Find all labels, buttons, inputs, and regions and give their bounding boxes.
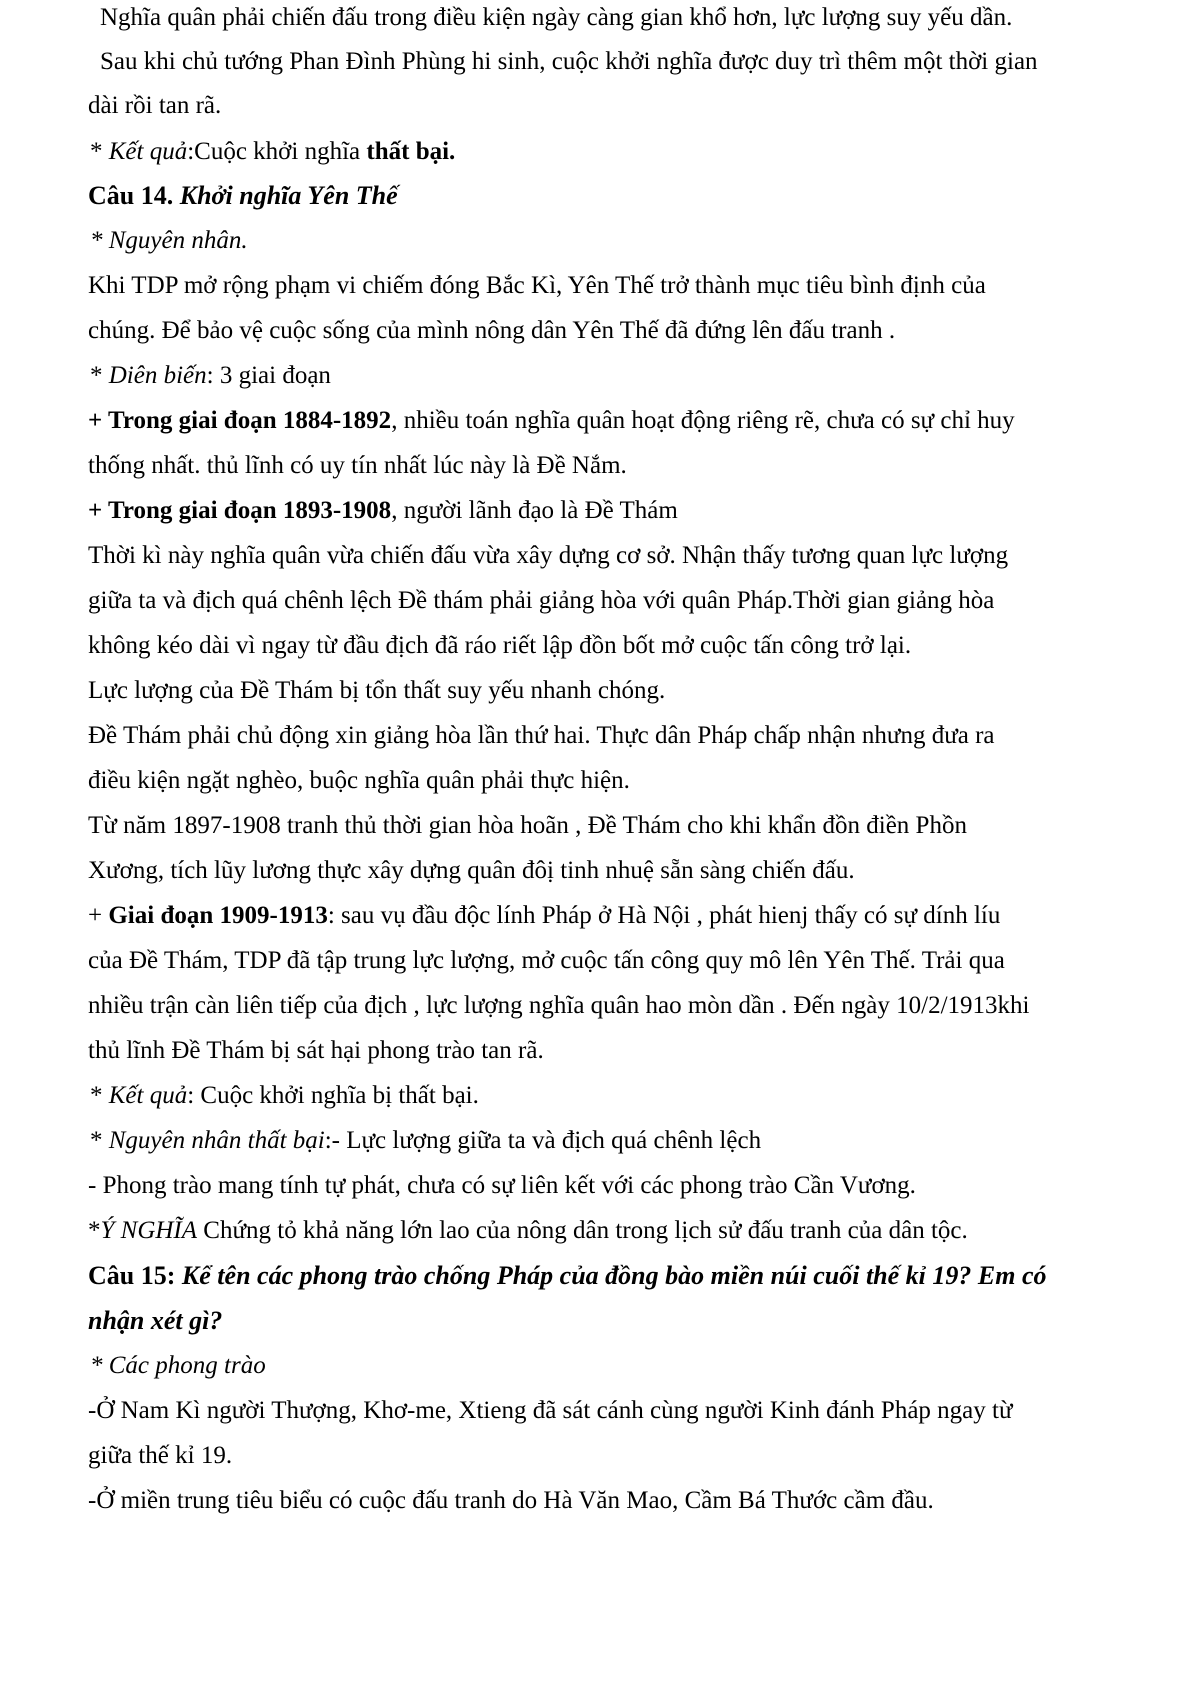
paragraph-line: Lực lượng của Đề Thám bị tổn thất suy yếu nhanh chóng. [88,677,666,704]
result-line: * Kết quả:Cuộc khởi nghĩa thất bại. [90,138,456,165]
movements-heading: * Các phong trào [90,1352,266,1379]
paragraph-line: của Đề Thám, TDP đã tập trung lực lượng, mở cuộc tấn công quy mô lên Yên Thế. Trải qua [88,947,1005,974]
question-15-heading: Câu 15: Kể tên các phong trào chống Pháp của đồng bào miền núi cuối thế kỉ 19? Em có [88,1261,1047,1290]
paragraph-line: Từ năm 1897-1908 tranh thủ thời gian hòa hoãn , Đề Thám cho khi khẩn đồn điền Phồn [88,812,967,839]
paragraph-line: giữa thế kỉ 19. [88,1442,233,1469]
paragraph-line: -Ở miền trung tiêu biểu có cuộc đấu tranh do Hà Văn Mao, Cầm Bá Thước cầm đầu. [88,1487,934,1514]
paragraph-line: Nghĩa quân phải chiến đấu trong điều kiện ngày càng gian khổ hơn, lực lượng suy yếu dần. [100,4,1013,31]
paragraph-line: dài rồi tan rã. [88,92,222,119]
paragraph-line: Sau khi chủ tướng Phan Đình Phùng hi sinh, cuộc khởi nghĩa được duy trì thêm một thời gian [100,48,1038,75]
paragraph-line: -Ở Nam Kì người Thượng, Khơ-me, Xtieng đã sát cánh cùng người Kinh đánh Pháp ngay từ [88,1397,1013,1424]
paragraph-line: Xương, tích lũy lương thực xây dựng quân đôị tinh nhuệ sẵn sàng chiến đấu. [88,857,855,884]
significance-line: *Ý NGHĨA Chứng tỏ khả năng lớn lao của nông dân trong lịch sử đấu tranh của dân tộc. [88,1217,968,1244]
progress-heading: * Diên biến: 3 giai đoạn [90,362,331,389]
phase-1-line: + Trong giai đoạn 1884-1892, nhiều toán nghĩa quân hoạt động riêng rẽ, chưa có sự chỉ huy [88,407,1015,434]
paragraph-line: - Phong trào mang tính tự phát, chưa có sự liên kết với các phong trào Cần Vương. [88,1172,916,1199]
phase-2-line: + Trong giai đoạn 1893-1908, người lãnh đạo là Đề Thám [88,497,678,524]
paragraph-line: chúng. Để bảo vệ cuộc sống của mình nông dân Yên Thế đã đứng lên đấu tranh . [88,317,896,344]
phase-3-line: + Giai đoạn 1909-1913: sau vụ đầu độc lính Pháp ở Hà Nội , phát hienj thấy có sự dính líu [88,902,1001,929]
paragraph-line: thống nhất. thủ lĩnh có uy tín nhất lúc này là Đề Nắm. [88,452,627,479]
result-line: * Kết quả: Cuộc khởi nghĩa bị thất bại. [90,1082,479,1109]
paragraph-line: thủ lĩnh Đề Thám bị sát hại phong trào tan rã. [88,1037,544,1064]
paragraph-line: nhiều trận càn liên tiếp của địch , lực lượng nghĩa quân hao mòn dần . Đến ngày 10/2/1913khi [88,992,1030,1019]
cause-heading: * Nguyên nhân. [90,227,248,254]
paragraph-line: điều kiện ngặt nghèo, buộc nghĩa quân phải thực hiện. [88,767,630,794]
paragraph-line: Thời kì này nghĩa quân vừa chiến đấu vừa xây dựng cơ sở. Nhận thấy tương quan lực lượng [88,542,1009,569]
question-15-heading-cont: nhận xét gì? [88,1306,223,1335]
paragraph-line: giữa ta và địch quá chênh lệch Đề thám phải giảng hòa với quân Pháp.Thời gian giảng hòa [88,587,995,614]
failure-cause-line: * Nguyên nhân thất bại:- Lực lượng giữa ta và địch quá chênh lệch [90,1127,762,1154]
paragraph-line: không kéo dài vì ngay từ đầu địch đã ráo riết lập đồn bốt mở cuộc tấn công trở lại. [88,632,912,659]
question-14-heading: Câu 14. Khởi nghĩa Yên Thế [88,181,398,210]
paragraph-line: Đề Thám phải chủ động xin giảng hòa lần thứ hai. Thực dân Pháp chấp nhận nhưng đưa ra [88,722,995,749]
paragraph-line: Khi TDP mở rộng phạm vi chiếm đóng Bắc Kì, Yên Thế trở thành mục tiêu bình định của [88,272,986,299]
